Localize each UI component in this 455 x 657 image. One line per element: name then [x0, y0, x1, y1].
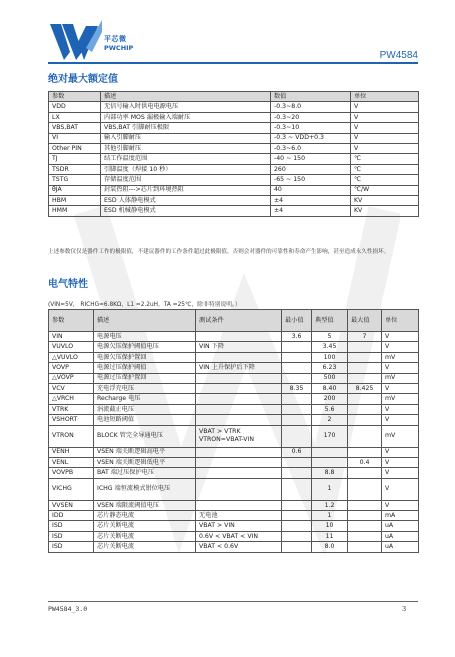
table-cell: 6.23 — [312, 363, 348, 373]
table-cell: uA — [382, 542, 419, 552]
table-cell: KV — [351, 195, 419, 205]
electrical-table — [48, 309, 419, 553]
table-cell: -0.3~20 — [271, 112, 351, 122]
table-cell: 结工作温度范围 — [101, 154, 271, 164]
table-cell: 2 — [312, 415, 348, 425]
page-number: 3 — [402, 605, 407, 613]
table-cell — [312, 447, 348, 457]
table-cell: ±4 — [271, 206, 351, 216]
table-cell: ISD — [49, 542, 94, 552]
table-row — [49, 404, 419, 414]
table-cell: 其他引脚耐压 — [101, 143, 271, 153]
column-header: 参数 — [49, 310, 94, 332]
table-cell — [348, 415, 382, 425]
table-cell: -65 ~ 150 — [271, 175, 351, 185]
column-header: 单位 — [351, 92, 419, 102]
table-cell: BAT 端过压保护电压 — [94, 468, 196, 478]
table-cell: 1 — [312, 478, 348, 500]
table-cell: 7 — [348, 332, 382, 342]
table-row — [49, 468, 419, 478]
table-cell — [282, 511, 312, 521]
table-cell — [282, 342, 312, 352]
table-cell: 3.6 — [282, 332, 312, 342]
table-header-row — [49, 310, 419, 332]
table-cell: V — [382, 468, 419, 478]
table-cell: VENH — [49, 447, 94, 457]
table-cell — [282, 521, 312, 531]
table-cell: V — [351, 112, 419, 122]
table-row — [49, 206, 419, 216]
table-cell — [282, 500, 312, 510]
footer-divider — [48, 601, 418, 602]
table-cell: θJA — [49, 185, 101, 195]
table-cell: 电源欠压保护置回 — [94, 352, 196, 362]
table-cell — [348, 511, 382, 521]
table-row — [49, 542, 419, 552]
table-cell — [348, 342, 382, 352]
table-cell: 引脚温度（焊接 10 秒） — [101, 164, 271, 174]
table-row — [49, 195, 419, 205]
table-cell — [348, 373, 382, 383]
table-cell — [282, 394, 312, 404]
table-row — [49, 352, 419, 362]
table-cell: VIN 下降 — [196, 342, 282, 352]
table-row — [49, 185, 419, 195]
electrical-title: 电气特性 — [48, 279, 88, 290]
table-row — [49, 102, 419, 112]
table-row — [49, 154, 419, 164]
table-cell: 200 — [312, 394, 348, 404]
table-cell: VIN — [49, 332, 94, 342]
table-cell: uA — [382, 531, 419, 541]
table-cell — [196, 352, 282, 362]
table-row — [49, 383, 419, 393]
column-header: 单位 — [382, 310, 419, 332]
table-cell: 输入引脚耐压 — [101, 133, 271, 143]
table-cell: mA — [382, 511, 419, 521]
table-cell — [196, 468, 282, 478]
table-cell: V — [382, 478, 419, 500]
table-cell — [348, 542, 382, 552]
table-cell: VIN 上升保护后下降 — [196, 363, 282, 373]
table-cell — [282, 531, 312, 541]
table-cell — [196, 332, 282, 342]
table-cell: V — [351, 123, 419, 133]
table-cell: 5.6 — [312, 404, 348, 414]
table-cell: V — [382, 404, 419, 414]
table-cell: V — [351, 102, 419, 112]
table-row — [49, 500, 419, 510]
column-header: 描述 — [94, 310, 196, 332]
table-header-row — [49, 92, 419, 102]
table-cell: ℃ — [351, 164, 419, 174]
table-cell: 封装热阻--->芯片到环境热阻 — [101, 185, 271, 195]
table-cell: 0.6 — [282, 447, 312, 457]
table-cell: 芯片关断电流 — [94, 531, 196, 541]
table-cell: VCV — [49, 383, 94, 393]
table-cell — [348, 468, 382, 478]
table-cell — [282, 457, 312, 467]
table-cell — [282, 373, 312, 383]
part-number: PW4584 — [379, 50, 418, 61]
table-cell: VBAT > VIN — [196, 521, 282, 531]
table-cell: VICHG — [49, 478, 94, 500]
column-header: 描述 — [101, 92, 271, 102]
table-cell: △VRCH — [49, 394, 94, 404]
table-cell: uA — [382, 521, 419, 531]
table-cell — [348, 500, 382, 510]
table-cell: 500 — [312, 373, 348, 383]
abs-max-note: 上述参数仅仅是器件工作的极限值，不建议器件的工作条件超过此极限值，否则会对器件的可靠性和寿命产生影响，甚至造成永久性损坏。 — [48, 249, 390, 255]
table-row — [49, 447, 419, 457]
table-cell: V — [382, 500, 419, 510]
table-row — [49, 425, 419, 447]
table-cell: 电池短路阈值 — [94, 415, 196, 425]
table-cell: 电源电压 — [94, 332, 196, 342]
table-cell — [282, 352, 312, 362]
table-cell: Recharge 电压 — [94, 394, 196, 404]
table-cell: V — [382, 415, 419, 425]
table-cell: mV — [382, 425, 419, 447]
table-row — [49, 415, 419, 425]
table-cell — [282, 363, 312, 373]
table-cell — [196, 500, 282, 510]
table-cell: ℃ — [351, 175, 419, 185]
table-cell: V — [382, 363, 419, 373]
table-cell: 无信号输入时供电电源电压 — [101, 102, 271, 112]
table-cell — [196, 447, 282, 457]
table-cell: 芯片关断电流 — [94, 521, 196, 531]
table-cell: △VUVLO — [49, 352, 94, 362]
table-row — [49, 143, 419, 153]
table-cell: 1 — [312, 511, 348, 521]
table-cell: mV — [382, 394, 419, 404]
table-cell: -0.3~8.0 — [271, 102, 351, 112]
table-cell: V — [382, 332, 419, 342]
table-row — [49, 478, 419, 500]
table-cell — [196, 415, 282, 425]
table-cell: VSEN 端关断逻辑低电平 — [94, 457, 196, 467]
table-cell: VBAT < 0.6V — [196, 542, 282, 552]
table-cell: VUVLO — [49, 342, 94, 352]
table-cell: V — [382, 447, 419, 457]
table-cell: 0.4 — [348, 457, 382, 467]
table-cell — [348, 447, 382, 457]
column-header: 典型值 — [312, 310, 348, 332]
table-cell: 0.6V < VBAT < VIN — [196, 531, 282, 541]
table-cell: 8.425 — [348, 383, 382, 393]
table-cell: VOVP — [49, 363, 94, 373]
table-cell: 8.0 — [312, 542, 348, 552]
column-header: 参数 — [49, 92, 101, 102]
table-cell — [348, 394, 382, 404]
table-cell: ICHG 端恒流模式钳位电压 — [94, 478, 196, 500]
table-cell: 电源过压保护阈值 — [94, 363, 196, 373]
table-cell: Other PIN — [49, 143, 101, 153]
table-cell — [348, 404, 382, 414]
column-header: 最小值 — [282, 310, 312, 332]
table-cell: 40 — [271, 185, 351, 195]
header-divider — [48, 62, 418, 64]
table-cell: 8.40 — [312, 383, 348, 393]
table-row — [49, 363, 419, 373]
table-cell: mV — [382, 373, 419, 383]
table-cell: 芯片静态电流 — [94, 511, 196, 521]
table-cell: -0.3 ~ VDD+0.3 — [271, 133, 351, 143]
table-cell: 1.2 — [312, 500, 348, 510]
table-cell — [348, 478, 382, 500]
table-cell: ISD — [49, 531, 94, 541]
column-header: 测试条件 — [196, 310, 282, 332]
table-cell: V — [351, 143, 419, 153]
table-cell — [196, 373, 282, 383]
table-cell: 260 — [271, 164, 351, 174]
table-cell: V — [382, 457, 419, 467]
table-cell — [282, 478, 312, 500]
table-cell: VTRON — [49, 425, 94, 447]
table-cell: V — [382, 342, 419, 352]
page-header — [48, 14, 418, 76]
table-cell: TJ — [49, 154, 101, 164]
table-cell: ISD — [49, 521, 94, 531]
table-row — [49, 531, 419, 541]
table-cell: VENL — [49, 457, 94, 467]
table-cell: HMM — [49, 206, 101, 216]
table-cell: VDD — [49, 102, 101, 112]
table-cell — [348, 531, 382, 541]
table-cell: VBS,BAT 引脚耐压极限 — [101, 123, 271, 133]
table-cell: 电源欠压保护阈值电压 — [94, 342, 196, 352]
table-row — [49, 332, 419, 342]
table-cell: ℃/W — [351, 185, 419, 195]
table-cell: V — [351, 133, 419, 143]
table-cell: VBS,BAT — [49, 123, 101, 133]
table-row — [49, 521, 419, 531]
table-cell — [348, 521, 382, 531]
table-cell: HBM — [49, 195, 101, 205]
table-cell — [282, 468, 312, 478]
table-cell: 电源过压保护置回 — [94, 373, 196, 383]
table-cell: IDD — [49, 511, 94, 521]
table-row — [49, 373, 419, 383]
abs-max-table — [48, 91, 419, 217]
table-cell: 8.35 — [282, 383, 312, 393]
table-cell: △VOVP — [49, 373, 94, 383]
table-cell: ESD 人体静电模式 — [101, 195, 271, 205]
column-header: 数值 — [271, 92, 351, 102]
table-cell: VTRK — [49, 404, 94, 414]
table-cell: VOVPB — [49, 468, 94, 478]
table-cell: 充电浮充电压 — [94, 383, 196, 393]
table-cell: 8.8 — [312, 468, 348, 478]
table-cell — [196, 383, 282, 393]
table-cell: VI — [49, 133, 101, 143]
table-cell — [282, 425, 312, 447]
table-row — [49, 164, 419, 174]
table-row — [49, 511, 419, 521]
table-cell: -0.3~10 — [271, 123, 351, 133]
brand-name-en: PWCHIP — [104, 44, 134, 52]
table-cell — [196, 404, 282, 414]
table-cell — [282, 404, 312, 414]
table-row — [49, 175, 419, 185]
table-cell — [348, 425, 382, 447]
table-cell — [196, 478, 282, 500]
table-cell: ESD 机械静电模式 — [101, 206, 271, 216]
table-cell: 无电池 — [196, 511, 282, 521]
table-cell: VVSEN — [49, 500, 94, 510]
table-row — [49, 457, 419, 467]
table-cell: TSTG — [49, 175, 101, 185]
table-cell — [196, 457, 282, 467]
table-cell: -40 ~ 150 — [271, 154, 351, 164]
table-cell — [282, 415, 312, 425]
table-cell: LX — [49, 112, 101, 122]
doc-version: PW4584_3.0 — [48, 605, 88, 613]
table-cell: 170 — [312, 425, 348, 447]
table-cell: VSHORT — [49, 415, 94, 425]
table-cell: VBAT > VTRK VTRON=VBAT-VIN — [196, 425, 282, 447]
table-cell: ℃ — [351, 154, 419, 164]
table-cell: VSEN 端关断逻辑高电平 — [94, 447, 196, 457]
table-row — [49, 112, 419, 122]
table-row — [49, 394, 419, 404]
table-cell: ±4 — [271, 195, 351, 205]
table-cell: 3.45 — [312, 342, 348, 352]
test-conditions: (VIN=5V， RICHG=6.8KΩ，L1 =2.2uH，TA =25℃，除非特别说明。） — [48, 302, 241, 308]
table-cell: TSDR — [49, 164, 101, 174]
table-row — [49, 133, 419, 143]
table-row — [49, 342, 419, 352]
table-cell: 内部功率 MOS 漏极输入端耐压 — [101, 112, 271, 122]
abs-max-title: 绝对最大额定值 — [48, 74, 118, 85]
table-cell: 涓流截止电压 — [94, 404, 196, 414]
column-header: 最大值 — [348, 310, 382, 332]
table-cell: 100 — [312, 352, 348, 362]
table-cell: BLOCK 管完全导通电压 — [94, 425, 196, 447]
table-cell: 存储温度范围 — [101, 175, 271, 185]
table-cell: -0.3~6.0 — [271, 143, 351, 153]
table-cell — [196, 394, 282, 404]
table-cell: KV — [351, 206, 419, 216]
table-cell — [312, 457, 348, 467]
table-cell: 芯片关断电流 — [94, 542, 196, 552]
table-cell: mV — [382, 352, 419, 362]
brand-name-cn: 平芯微 — [104, 35, 127, 43]
table-cell: VSEN 端限流阈值电压 — [94, 500, 196, 510]
table-cell: 10 — [312, 521, 348, 531]
pwchip-logo-icon — [48, 18, 104, 66]
table-cell — [348, 352, 382, 362]
table-cell: V — [382, 383, 419, 393]
table-row — [49, 123, 419, 133]
table-cell — [348, 363, 382, 373]
table-cell: 11 — [312, 531, 348, 541]
table-cell — [282, 542, 312, 552]
table-cell: 5 — [312, 332, 348, 342]
